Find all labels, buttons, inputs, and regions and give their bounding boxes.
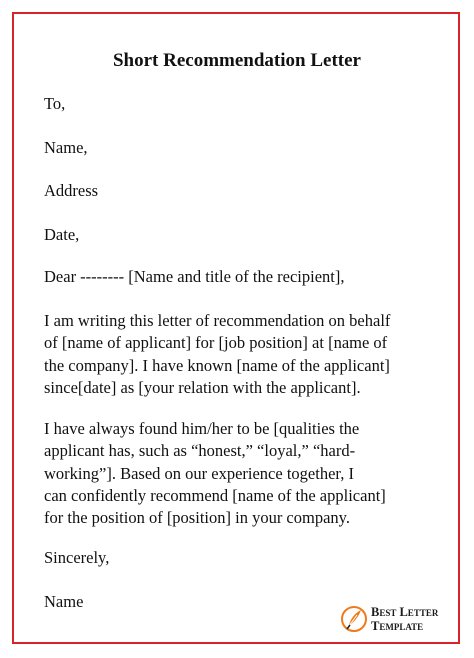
logo-text-line-1: Best Letter: [371, 605, 439, 619]
paragraph-1-line: since[date] as [your relation with the applicant].: [44, 377, 361, 397]
paragraph-2-line: I have always found him/her to be [qualities the: [44, 419, 360, 438]
paragraph-2-line: working”]. Based on our experience together, I: [44, 463, 354, 483]
recipient-address: Address: [44, 181, 99, 200]
best-letter-template-logo: [340, 602, 450, 636]
paragraph-2: [44, 418, 386, 529]
salutation: Dear -------- [Name and title of the recipient],: [44, 267, 345, 286]
signature-name: Name: [44, 592, 84, 611]
letter-date: Date,: [44, 225, 80, 244]
paragraph-1: [44, 310, 390, 399]
feather-pen-icon: [340, 604, 368, 634]
logo-text-line-2: Template: [371, 619, 424, 633]
paragraph-2-line: applicant has, such as “honest,” “loyal,” “hard-: [44, 441, 356, 461]
paragraph-2-line: for the position of [position] in your company.: [44, 508, 350, 528]
paragraph-1-line: I am writing this letter of recommendation on behalf: [44, 311, 391, 330]
paragraph-2-line: can confidently recommend [name of the applicant]: [44, 485, 386, 505]
paragraph-1-line: of [name of applicant] for [job position] at [name of: [44, 333, 388, 353]
paragraph-1-line: the company]. I have known [name of the applicant]: [44, 355, 390, 375]
closing: Sincerely,: [44, 548, 110, 567]
recipient-to: To,: [44, 94, 66, 113]
recipient-name: Name,: [44, 138, 88, 157]
letter-title: Short Recommendation Letter: [112, 50, 361, 71]
